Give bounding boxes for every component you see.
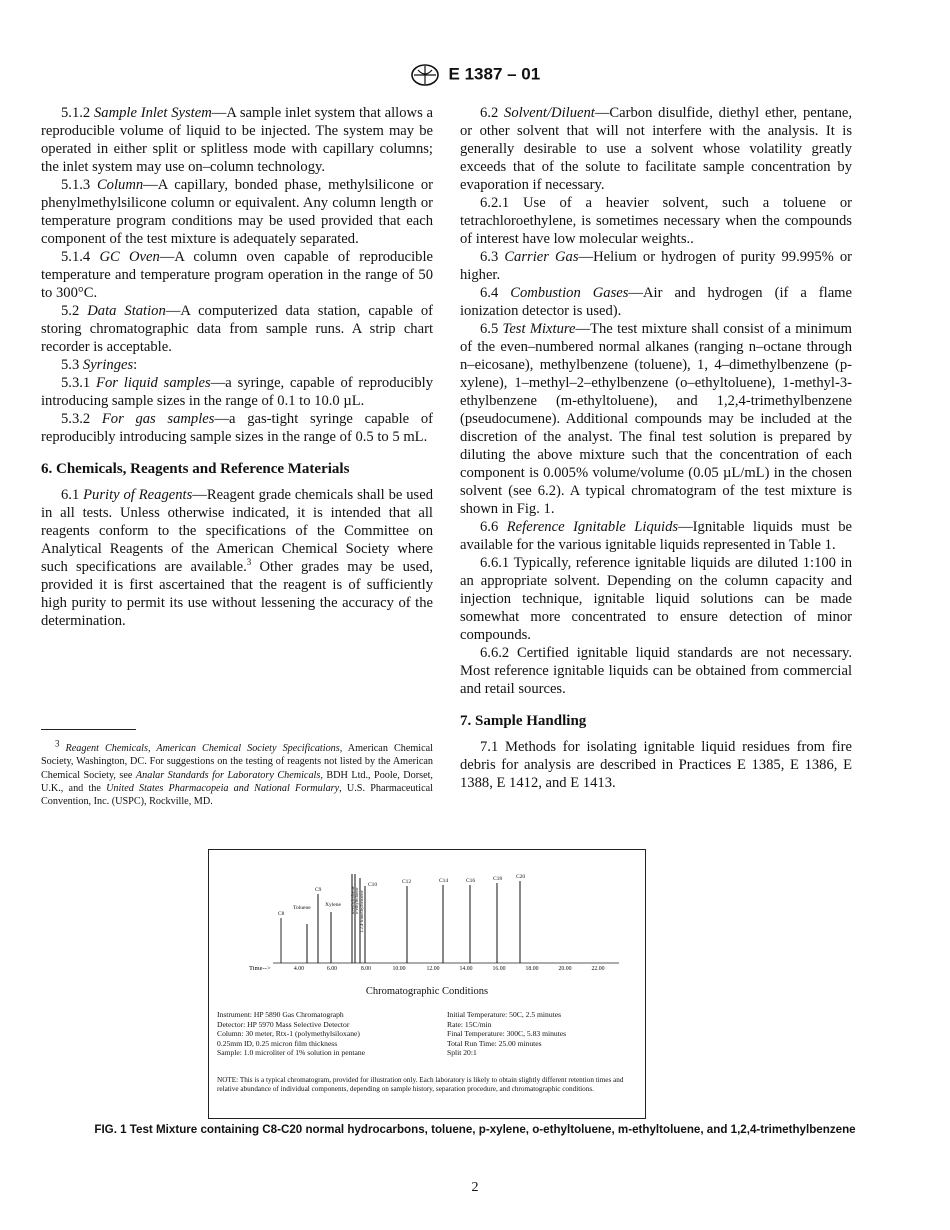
time-axis-label: Time--> [249,965,271,972]
tick-label: 4.00 [293,966,305,972]
paragraph-6-6-1: 6.6.1 Typically, reference ignitable liquids are diluted 1:100 in an appropriate solvent. Depending on the column capacity and injection technique, ignitable liquid solutions can be made somewhat more concentrated to ensure detection of minor compounds. [460,555,852,643]
peak-label-c18: C18 [493,876,503,882]
paragraph-6-2: 6.2 Solvent/Diluent—Carbon disulfide, diethyl ether, pentane, or other solvent that will not interfere with the analysis. It is generally desirable to use a solvent whose volatility greatly exceeds that of the solute to facilitate sample concentration by evaporation if necessary. [460,105,852,193]
peak-label-trimethylbenzene: 1,2,4-trimethylbenzene [359,890,364,933]
paragraph-6-1: 6.1 Purity of Reagents—Reagent grade chemicals shall be used in all tests. Unless otherwise indicated, it is intended that all reagents conform to the specifications of the Committee on Analytical Reagents of the American Chemical Society where such specifications are available.$^3$ Other grades may be used, provided it is first ascertained that the reagent is of sufficiently high purity to permit its use without lessening the accuracy of the determination. [41,487,433,629]
paragraph-6-6-2: 6.6.2 Certified ignitable liquid standards are not necessary. Most reference ignitable liquids can be obtained from commercial and retail sources. [460,645,852,697]
figure-1 [208,849,646,1119]
tick-label: 12.00 [426,966,440,972]
paragraph-5-2: 5.2 Data Station—A computerized data station, capable of storing chromatographic data from sample runs. A strip chart recorder is acceptable. [41,303,434,355]
peak-label-o-ethyltoluene: o-ethyltoluene [354,887,359,914]
tick-label: 14.00 [459,966,473,972]
tick-label: 6.00 [326,966,338,972]
conditions-right: Initial Temperature: 50C, 2.5 minutes Rate: 15C/min Final Temperature: 300C, 5.83 minutes Total Run Time: 25.00 minutes Split 20:1 [447,1010,567,1058]
tick-label: 8.00 [360,966,372,972]
section-6-heading: 6. Chemicals, Reagents and Reference Materials [41,461,350,477]
figure-caption: FIG. 1 Test Mixture containing C8-C20 normal hydrocarbons, toluene, p-xylene, o-ethyltoluene, m-ethyltoluene, and 1,2,4-trimethylbenzene [94,1123,856,1136]
footnote-divider [41,729,136,730]
page-number: 2 [471,1180,479,1195]
paragraph-5-1-4: 5.1.4 GC Oven—A column oven capable of reproducible temperature and temperature program operation in the range of 50 to 300°C. [41,249,433,301]
left-column [41,104,433,630]
peak-label-c14: C14 [439,878,449,884]
paragraph-6-5: 6.5 Test Mixture—The test mixture shall consist of a minimum of the even–numbered normal alkanes (ranging n–octane through n–eicosane), methylbenzene (toluene), 1, 4–dimethylbenzene (p-xylene), 1–methyl–2–ethylbenzene (o–ethyltoluene), 1-methyl-3-ethylbenzene (m-ethyltoluene), and 1,2,4-trimethylbenzene (pseudocumene). Additional compounds may be included at the discretion of the analyst. The final test solution is prepared by diluting the above mixture such that the concentration of each component is 0.005% volume/volume (0.05 µL/mL) in the chosen solvent (see 6.2). A typical chromatogram of the test mixture is shown in Fig. 1. [460,321,853,517]
peak-label-m-ethyltoluene: m-ethyltoluene [350,886,355,914]
peak-label-c9: C9 [315,887,322,893]
paragraph-5-3-1: 5.3.1 For liquid samples—a syringe, capable of reproducibly introducing sample sizes in the range of 0.1 to 10.0 µL. [41,375,434,409]
peak-label-c20: C20 [516,874,526,880]
right-column [460,104,852,792]
chromatogram [209,850,645,980]
peak-label-c8: C8 [278,911,285,917]
paragraph-5-1-3: 5.1.3 Column—A capillary, bonded phase, methylsilicone or phenylmethylsilicone column or equivalent. Any column length or temperature program conditions may be used provided that each component of the test mixture is adequately separated. [41,177,433,247]
tick-label: 10.00 [392,966,406,972]
paragraph-6-3: 6.3 Carrier Gas—Helium or hydrogen of purity 99.995% or higher. [460,249,853,283]
paragraph-5-3: 5.3 Syringes: [61,357,138,373]
footnote: $^3$ Reagent Chemicals, American Chemical Society Specifications, American Chemical Society, Washington, DC. For suggestions on the testing of reagents not listed by the American Chemical Society, see Analar Standards for Laboratory Chemicals, BDH Ltd., Poole, Dorset, U.K., and the United States Pharmacopeia and National Formulary, U.S. Pharmaceutical Convention, Inc. (USPC), Rockville, MD. [41,738,434,808]
tick-label: 20.00 [558,966,572,972]
peak-label-c12: C12 [402,879,412,885]
astm-logo-icon [410,64,440,86]
paragraph-6-6: 6.6 Reference Ignitable Liquids—Ignitable liquids must be available for the various ignitable liquids represented in Table 1. [460,519,852,553]
peak-label-c16: C16 [466,878,476,884]
paragraph-5-3-2: 5.3.2 For gas samples—a gas-tight syringe capable of reproducibly introducing sample sizes in the range of 0.5 to 5 mL. [41,411,433,445]
tick-label: 18.00 [525,966,539,972]
footnote-ref: 3 [246,557,252,568]
document-header [0,64,950,86]
designation: E 1387 – 01 [448,64,541,84]
paragraph-7-1: 7.1 Methods for isolating ignitable liquid residues from fire debris for analysis are described in Practices E 1385, E 1386, E 1388, E 1412, and E 1413. [460,739,852,791]
conditions-left: Instrument: HP 5890 Gas Chromatograph Detector: HP 5970 Mass Selective Detector Column: 30 meter, Rtx-1 (polymethylsiloxane) 0.25mm ID, 0.25 micron film thickness Sample: 1.0 microliter of 1% solution in pentane [217,1010,366,1058]
paragraph-5-1-2: 5.1.2 Sample Inlet System—A sample inlet system that allows a reproducible volume of liquid to be injected. The system may be operated in either split or splitless mode with capillary columns; the inlet system may use on–column technology. [41,105,433,175]
peak-label-c10: C10 [368,882,378,888]
peak-label-xylene: Xylene [325,902,341,908]
tick-label: 16.00 [492,966,506,972]
conditions-title: Chromatographic Conditions [365,986,489,997]
peak-label-toluene: Toluene [293,905,311,911]
paragraph-6-4: 6.4 Combustion Gases—Air and hydrogen (if a flame ionization detector is used). [460,285,853,319]
tick-label: 22.00 [591,966,605,972]
paragraph-6-2-1: 6.2.1 Use of a heavier solvent, such a toluene or tetrachloroethylene, is sometimes necessary when the compounds of interest have low molecular weights.. [460,195,852,247]
figure-note: NOTE: This is a typical chromatogram, provided for illustration only. Each laboratory is likely to obtain slightly different retention times and relative abundance of individual components, depending on sample history, separation procedure, and chromatographic conditions. [217,1076,624,1094]
section-7-heading: 7. Sample Handling [460,713,587,729]
